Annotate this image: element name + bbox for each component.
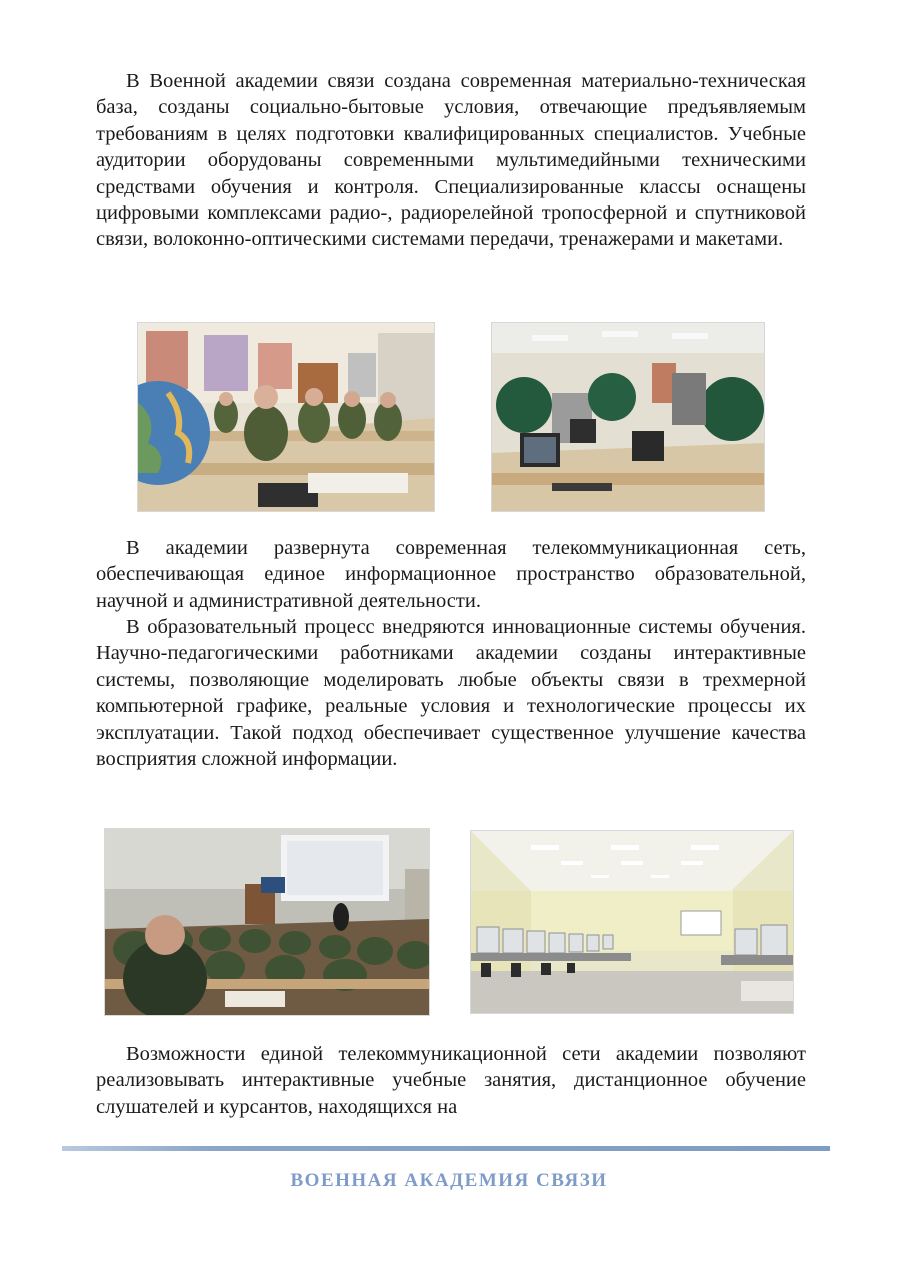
footer-title: ВОЕННАЯ АКАДЕМИЯ СВЯЗИ [290, 1170, 608, 1191]
photo-lecture-hall [104, 828, 430, 1016]
photo-computer-lab [470, 830, 794, 1014]
paragraph-telecom-network: В академии развернута современная телекоммуникационная сеть, обеспечивающая единое информационное пространство образовательной, научной и административной деятельности. [96, 537, 806, 612]
photo-classroom-cadets [137, 322, 435, 512]
paragraph-innovative-systems: В образовательный процесс внедряются инновационные системы обучения. Научно-педагогическими работниками академии созданы интерактивные системы, позволяющие моделировать любые объекты связи в трехмерной компьютерной графике, реальные условия и технологические процессы их эксплуатации. Такой подход обеспечивает существенное улучшение качества восприятия сложной информации. [96, 616, 806, 771]
paragraph-material-base: В Военной академии связи создана современная материально-техническая база, созданы социально-бытовые условия, отвечающие предъявляемым требованиям в целях подготовки квалифицированных специалистов. Учебные аудитории оборудованы современными мультимедийными техническими средствами обучения и контроля. Специализированные классы оснащены цифровыми комплексами радио-, радиорелейной тропосферной и спутниковой связи, волоконно-оптическими системами передачи, тренажерами и макетами. [96, 70, 806, 251]
paragraph-network-capabilities: Возможности единой телекоммуникационной сети академии позволяют реализовывать интерактивные учебные занятия, дистанционное обучение слушателей и курсантов, находящихся на [96, 1043, 806, 1118]
photo-satellite-lab [491, 322, 765, 512]
footer-divider [62, 1146, 830, 1151]
